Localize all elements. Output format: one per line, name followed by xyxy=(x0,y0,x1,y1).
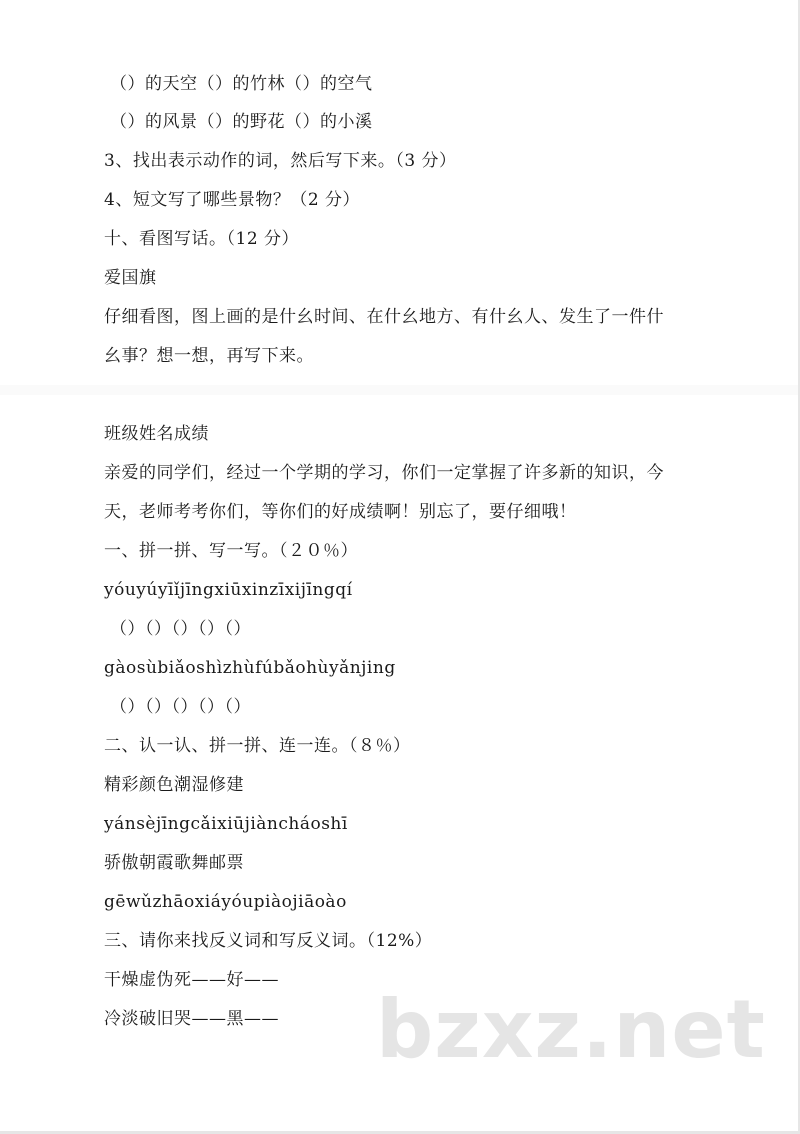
instruction-line-2: 幺事？想一想，再写下来。 xyxy=(104,346,314,366)
blanks-line-1: （）（）（）（）（） xyxy=(110,619,251,639)
pinyin-line-4: gēwǔzhāoxiáyóupiàojiāoào xyxy=(104,892,347,912)
page-break xyxy=(0,385,800,395)
fill-blank-line-2: （）的风景（）的野花（）的小溪 xyxy=(110,112,373,132)
words-line-1: 精彩颜色潮湿修建 xyxy=(104,775,244,795)
question-4: 4、短文写了哪些景物？（2 分） xyxy=(104,190,361,210)
section-1-heading: 一、拼一拼、写一写。（２０％） xyxy=(104,541,358,561)
intro-line-2: 天，老师考考你们，等你们的好成绩啊！别忘了，要仔细哦！ xyxy=(104,502,577,522)
antonym-line-2: 冷淡破旧哭——黑—— xyxy=(104,1009,279,1029)
class-name-score-header: 班级姓名成绩 xyxy=(104,424,209,444)
blanks-line-2: （）（）（）（）（） xyxy=(110,697,251,717)
picture-title: 爱国旗 xyxy=(104,268,157,288)
words-line-2: 骄傲朝霞歌舞邮票 xyxy=(104,853,244,873)
antonym-line-1: 干燥虚伪死——好—— xyxy=(104,970,279,990)
fill-blank-line-1: （）的天空（）的竹林（）的空气 xyxy=(110,74,373,94)
section-3-heading: 三、请你来找反义词和写反义词。（12%） xyxy=(104,931,433,951)
pinyin-line-3: yánsèjīngcǎixiūjiàncháoshī xyxy=(104,814,348,834)
intro-line-1: 亲爱的同学们，经过一个学期的学习，你们一定掌握了许多新的知识，今 xyxy=(104,463,664,483)
question-3: 3、找出表示动作的词，然后写下来。（3 分） xyxy=(104,151,457,171)
pinyin-line-1: yóuyúyīǐjīngxiūxinzīxijīngqí xyxy=(104,580,353,600)
section-10-heading: 十、看图写话。（12 分） xyxy=(104,229,300,249)
instruction-line-1: 仔细看图，图上画的是什幺时间、在什幺地方、有什幺人、发生了一件什 xyxy=(104,307,664,327)
section-2-heading: 二、认一认、拼一拼、连一连。（８％） xyxy=(104,736,411,756)
watermark: bzxz.net xyxy=(376,983,766,1076)
pinyin-line-2: gàosùbiǎoshìzhùfúbǎohùyǎnjing xyxy=(104,658,396,678)
